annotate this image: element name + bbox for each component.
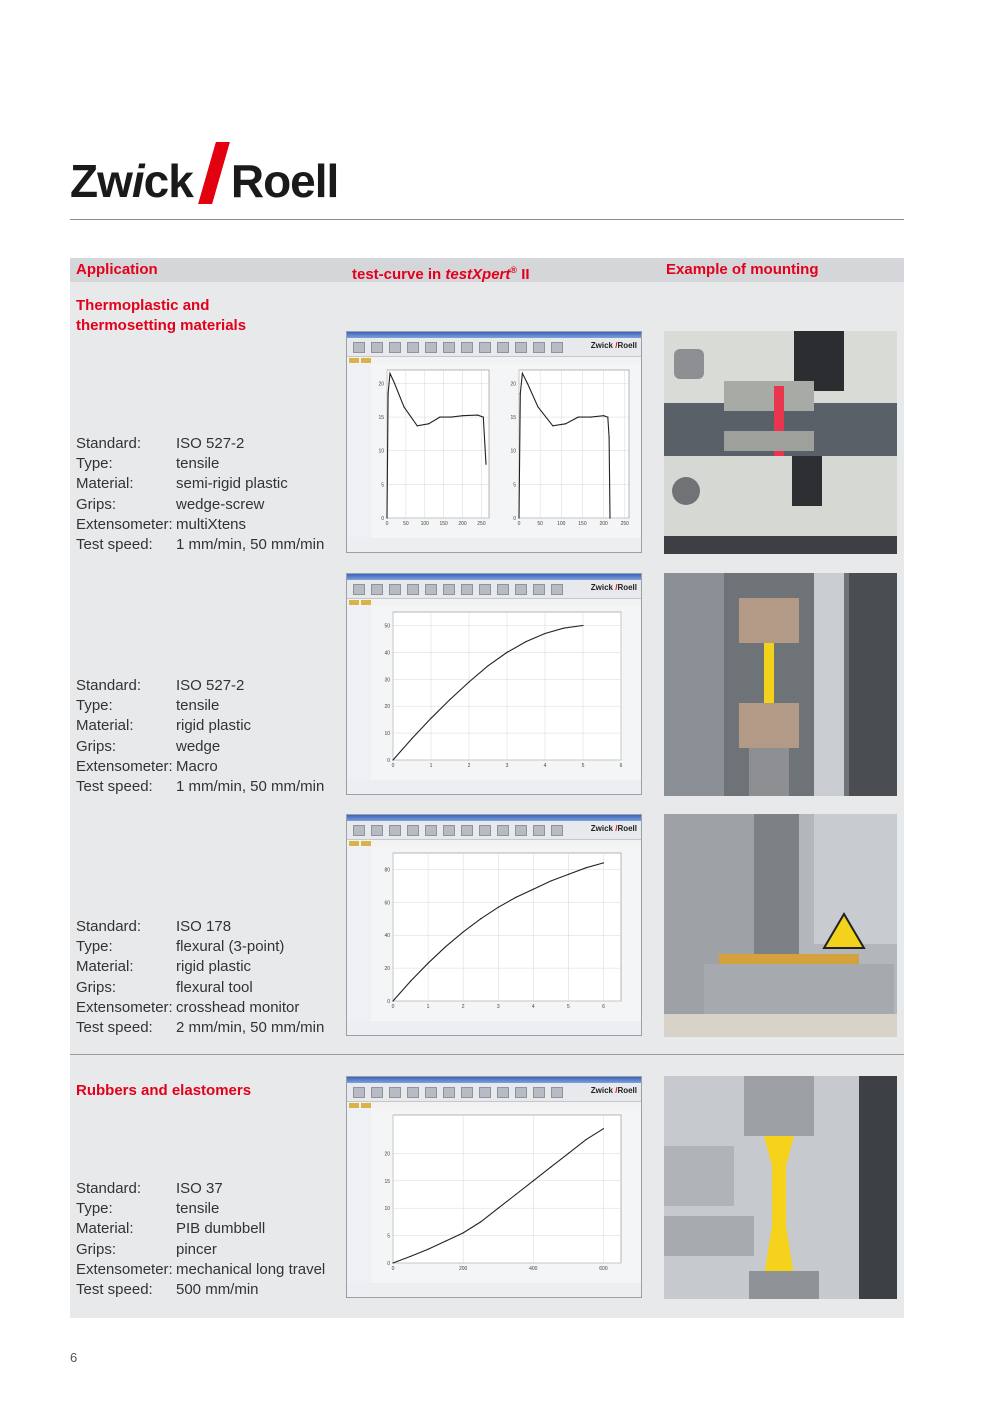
- toolbar-icon[interactable]: [497, 342, 509, 353]
- x-tick-label: 2: [461, 1004, 465, 1010]
- y-tick-label: 0: [387, 758, 390, 764]
- window-statusbar: [347, 1020, 641, 1035]
- toolbar-icon[interactable]: [353, 342, 365, 353]
- data-point: [609, 517, 610, 518]
- spec-row: Type: tensile: [76, 455, 220, 473]
- x-tick-label: 250: [477, 521, 486, 527]
- toolbar-icon[interactable]: [371, 342, 383, 353]
- mounting-photo-1: [664, 331, 897, 554]
- x-tick-label: 3: [505, 763, 509, 769]
- spec-row: Extensometer: Macro: [76, 757, 218, 775]
- window-statusbar: [347, 537, 641, 552]
- test-curve-screenshot-4: [346, 1076, 642, 1298]
- window-toolbar: [347, 1083, 641, 1102]
- mounting-photo-3: [664, 814, 897, 1037]
- toolbar-icon[interactable]: [389, 825, 401, 836]
- spec-block-3: [76, 917, 324, 1038]
- plot-frame: [387, 370, 489, 518]
- y-tick-label: 20: [384, 1151, 390, 1158]
- toolbar-icon[interactable]: [425, 825, 437, 836]
- toolbar-icon[interactable]: [479, 825, 491, 836]
- y-tick-label: 40: [384, 933, 390, 940]
- toolbar-icon[interactable]: [515, 342, 527, 353]
- data-point: [537, 406, 538, 407]
- spec-row: Material: rigid plastic: [76, 958, 252, 976]
- data-point: [394, 383, 395, 384]
- toolbar-icon[interactable]: [371, 825, 383, 836]
- x-tick-label: 0: [391, 763, 395, 769]
- data-point: [603, 415, 604, 416]
- x-tick-label: 0: [391, 1004, 395, 1010]
- side-panel: [347, 847, 371, 1021]
- data-point: [515, 1194, 516, 1195]
- window-toolbar: [347, 580, 641, 599]
- toolbar-icon[interactable]: [407, 342, 419, 353]
- toolbar-icon[interactable]: [353, 584, 365, 595]
- toolbar-icon[interactable]: [461, 825, 473, 836]
- toolbar-icon[interactable]: [461, 1087, 473, 1098]
- window-statusbar: [347, 779, 641, 794]
- header-test-curve: test-curve in testXpert® II: [352, 265, 530, 283]
- spec-block-1: [76, 434, 324, 555]
- data-point: [552, 425, 553, 426]
- data-point: [533, 889, 534, 890]
- data-point: [411, 738, 412, 739]
- x-tick-label: 150: [439, 521, 448, 527]
- spec-row: Grips: wedge-screw: [76, 495, 265, 513]
- spec-block-2: [76, 676, 324, 797]
- data-point: [533, 1180, 534, 1181]
- y-tick-label: 5: [381, 482, 384, 489]
- data-point: [518, 517, 519, 518]
- data-point: [449, 699, 450, 700]
- toolbar-icon[interactable]: [443, 1087, 455, 1098]
- data-point: [451, 416, 452, 417]
- zwick-roell-logo: [70, 138, 338, 208]
- data-point: [525, 641, 526, 642]
- spec-row: Type: tensile: [76, 697, 220, 715]
- data-point: [445, 946, 446, 947]
- data-point: [568, 1153, 569, 1154]
- x-tick-label: 50: [403, 521, 409, 527]
- y-tick-label: 30: [384, 677, 390, 684]
- toolbar-icon[interactable]: [533, 584, 545, 595]
- spec-row: Material: rigid plastic: [76, 717, 252, 735]
- window-tab[interactable]: [361, 600, 371, 605]
- toolbar-icon[interactable]: [461, 342, 473, 353]
- toolbar-icon[interactable]: [551, 584, 563, 595]
- x-tick-label: 6: [619, 763, 623, 769]
- data-point: [578, 416, 579, 417]
- toolbar-icon[interactable]: [389, 1087, 401, 1098]
- data-point: [430, 718, 431, 719]
- spec-row: Extensometer: multiXtens: [76, 515, 247, 533]
- data-point: [389, 373, 390, 374]
- data-point: [386, 517, 387, 518]
- toolbar-icon[interactable]: [389, 342, 401, 353]
- toolbar-icon[interactable]: [425, 342, 437, 353]
- test-curve-screenshot-1: [346, 331, 642, 553]
- x-tick-label: 2: [467, 763, 471, 769]
- y-tick-label: 0: [387, 999, 390, 1005]
- data-point: [427, 1249, 428, 1250]
- data-point: [609, 437, 610, 438]
- x-tick-label: 100: [557, 521, 566, 527]
- test-curve-screenshot-3: [346, 814, 642, 1036]
- data-point: [563, 628, 564, 629]
- toolbar-icon[interactable]: [443, 342, 455, 353]
- toolbar-icon[interactable]: [515, 825, 527, 836]
- mounting-photo-2: [664, 573, 897, 796]
- chart-svg: [347, 1109, 641, 1283]
- data-point: [527, 383, 528, 384]
- toolbar-icon[interactable]: [497, 1087, 509, 1098]
- toolbar-icon[interactable]: [515, 1087, 527, 1098]
- toolbar-icon[interactable]: [551, 825, 563, 836]
- data-point: [498, 1208, 499, 1209]
- toolbar-icon[interactable]: [515, 584, 527, 595]
- toolbar-icon[interactable]: [407, 584, 419, 595]
- y-tick-label: 15: [384, 1178, 390, 1185]
- data-point: [428, 423, 429, 424]
- spec-row: Grips: pincer: [76, 1240, 217, 1258]
- data-point: [550, 1166, 551, 1167]
- data-point: [506, 652, 507, 653]
- data-point: [544, 633, 545, 634]
- x-tick-label: 600: [599, 1266, 608, 1272]
- spec-row: Type: flexural (3-point): [76, 938, 285, 956]
- data-point: [483, 416, 484, 417]
- data-point: [603, 862, 604, 863]
- x-tick-label: 100: [420, 521, 429, 527]
- window-tab[interactable]: [349, 841, 359, 846]
- toolbar-icon[interactable]: [353, 825, 365, 836]
- category-thermoplastic: Thermoplastic and thermosetting materials: [76, 297, 247, 334]
- x-tick-label: 0: [391, 1266, 395, 1272]
- data-point: [480, 1221, 481, 1222]
- spec-row: Material: semi-rigid plastic: [76, 475, 288, 493]
- page-number: 6: [70, 1350, 78, 1365]
- x-tick-label: 200: [458, 521, 467, 527]
- data-point: [439, 416, 440, 417]
- window-tab[interactable]: [361, 1103, 371, 1108]
- data-point: [485, 464, 486, 465]
- data-point: [585, 1139, 586, 1140]
- data-point: [498, 907, 499, 908]
- mounting-photo-4: [664, 1076, 897, 1299]
- y-tick-label: 20: [378, 381, 384, 388]
- side-panel: [347, 1109, 371, 1283]
- header-mounting: Example of mounting: [666, 261, 819, 278]
- y-tick-label: 80: [384, 867, 390, 874]
- logo-slash-icon: [198, 142, 230, 204]
- data-point: [477, 414, 478, 415]
- data-point: [417, 425, 418, 426]
- mini-logo: Zwick /Roell: [590, 341, 637, 350]
- x-tick-label: 0: [517, 521, 521, 527]
- y-tick-label: 10: [384, 1206, 390, 1213]
- x-tick-label: 4: [531, 1004, 535, 1010]
- data-point: [463, 1232, 464, 1233]
- toolbar-icon[interactable]: [479, 584, 491, 595]
- y-tick-label: 60: [384, 900, 390, 907]
- y-tick-label: 20: [510, 381, 516, 388]
- data-point: [403, 406, 404, 407]
- spec-row: Standard: ISO 527-2: [76, 677, 245, 694]
- mini-logo: Zwick /Roell: [590, 1086, 637, 1095]
- y-tick-label: 5: [387, 1233, 390, 1240]
- window-tab[interactable]: [361, 358, 371, 363]
- y-tick-label: 0: [513, 516, 516, 522]
- toolbar-icon[interactable]: [497, 584, 509, 595]
- plot-frame: [519, 370, 629, 518]
- y-tick-label: 10: [510, 448, 516, 455]
- x-tick-label: 150: [578, 521, 587, 527]
- chart-svg: [347, 847, 641, 1021]
- data-point: [582, 625, 583, 626]
- y-tick-label: 40: [384, 650, 390, 657]
- data-point: [520, 393, 521, 394]
- y-tick-label: 10: [384, 731, 390, 738]
- data-point: [585, 867, 586, 868]
- data-point: [463, 931, 464, 932]
- side-panel: [347, 606, 371, 780]
- data-point: [522, 373, 523, 374]
- data-point: [568, 874, 569, 875]
- spec-row: Extensometer: mechanical long travel: [76, 1260, 326, 1278]
- x-tick-label: 200: [599, 521, 608, 527]
- spec-row: Type: tensile: [76, 1200, 220, 1218]
- data-point: [388, 393, 389, 394]
- toolbar-icon[interactable]: [371, 584, 383, 595]
- data-point: [607, 416, 608, 417]
- x-tick-label: 1: [426, 1004, 430, 1010]
- toolbar-icon[interactable]: [443, 825, 455, 836]
- x-tick-label: 1: [429, 763, 433, 769]
- y-tick-label: 20: [384, 704, 390, 711]
- y-tick-label: 10: [378, 448, 384, 455]
- x-tick-label: 5: [566, 1004, 570, 1010]
- spec-row: Test speed: 2 mm/min, 50 mm/min: [76, 1018, 325, 1036]
- spec-block-4: [76, 1179, 325, 1300]
- x-tick-label: 250: [620, 521, 629, 527]
- x-tick-label: 50: [537, 521, 543, 527]
- test-curve-screenshot-2: [346, 573, 642, 795]
- toolbar-icon[interactable]: [551, 342, 563, 353]
- data-point: [565, 423, 566, 424]
- data-point: [410, 1256, 411, 1257]
- toolbar-icon[interactable]: [389, 584, 401, 595]
- data-point: [590, 416, 591, 417]
- spec-row: Grips: flexural tool: [76, 978, 253, 996]
- spec-row: Material: PIB dumbbell: [76, 1220, 266, 1238]
- toolbar-icon[interactable]: [479, 1087, 491, 1098]
- x-tick-label: 400: [529, 1266, 538, 1272]
- toolbar-icon[interactable]: [533, 825, 545, 836]
- chart-svg: [347, 364, 641, 538]
- spec-row: Test speed: 1 mm/min, 50 mm/min: [76, 535, 325, 553]
- chart-svg: [347, 606, 641, 780]
- data-point: [392, 1262, 393, 1263]
- mini-logo: Zwick /Roell: [590, 583, 637, 592]
- window-statusbar: [347, 1282, 641, 1297]
- x-tick-label: 5: [581, 763, 585, 769]
- x-tick-label: 6: [602, 1004, 605, 1010]
- data-point: [515, 897, 516, 898]
- y-tick-label: 0: [387, 1261, 390, 1267]
- toolbar-icon[interactable]: [407, 1087, 419, 1098]
- header-rule: [70, 219, 904, 220]
- spec-row: Standard: ISO 37: [76, 1180, 223, 1197]
- window-toolbar: [347, 338, 641, 357]
- toolbar-icon[interactable]: [443, 584, 455, 595]
- toolbar-icon[interactable]: [533, 342, 545, 353]
- toolbar-icon[interactable]: [353, 1087, 365, 1098]
- plot-frame: [393, 1115, 621, 1263]
- toolbar-icon[interactable]: [425, 584, 437, 595]
- data-point: [392, 759, 393, 760]
- x-tick-label: 3: [496, 1004, 500, 1010]
- header-application: Application: [76, 261, 158, 278]
- spec-row: Grips: wedge: [76, 737, 221, 755]
- window-tab[interactable]: [349, 600, 359, 605]
- data-point: [392, 1000, 393, 1001]
- x-tick-label: 0: [385, 521, 389, 527]
- section-divider: [70, 1054, 904, 1055]
- toolbar-icon[interactable]: [551, 1087, 563, 1098]
- y-tick-label: 20: [384, 966, 390, 973]
- data-point: [603, 1128, 604, 1129]
- spec-row: Test speed: 1 mm/min, 50 mm/min: [76, 777, 325, 795]
- data-point: [445, 1240, 446, 1241]
- logo-text-roell: Roell: [230, 155, 339, 207]
- y-tick-label: 50: [384, 623, 390, 630]
- data-point: [468, 681, 469, 682]
- data-point: [410, 981, 411, 982]
- side-panel: [347, 364, 371, 538]
- category-rubber: Rubbers and elastomers: [76, 1082, 252, 1099]
- y-tick-label: 15: [378, 415, 384, 422]
- plot-frame: [393, 853, 621, 1001]
- spec-row: Extensometer: crosshead monitor: [76, 998, 300, 1016]
- spec-row: Standard: ISO 178: [76, 918, 232, 935]
- data-point: [487, 665, 488, 666]
- toolbar-icon[interactable]: [425, 1087, 437, 1098]
- x-tick-label: 4: [543, 763, 547, 769]
- mini-logo: Zwick /Roell: [590, 824, 637, 833]
- y-tick-label: 5: [513, 482, 516, 489]
- toolbar-icon[interactable]: [407, 825, 419, 836]
- data-point: [480, 918, 481, 919]
- toolbar-icon[interactable]: [371, 1087, 383, 1098]
- toolbar-icon[interactable]: [479, 342, 491, 353]
- window-toolbar: [347, 821, 641, 840]
- window-tab[interactable]: [349, 358, 359, 363]
- window-tab[interactable]: [361, 841, 371, 846]
- spec-row: Test speed: 500 mm/min: [76, 1280, 259, 1298]
- toolbar-icon[interactable]: [533, 1087, 545, 1098]
- data-point: [462, 415, 463, 416]
- window-tab[interactable]: [349, 1103, 359, 1108]
- y-tick-label: 0: [381, 516, 384, 522]
- logo-text-zwick: Zwick: [70, 155, 193, 207]
- toolbar-icon[interactable]: [461, 584, 473, 595]
- x-tick-label: 200: [458, 1266, 468, 1272]
- data-point: [427, 963, 428, 964]
- y-tick-label: 15: [510, 415, 516, 422]
- data-point: [550, 880, 551, 881]
- toolbar-icon[interactable]: [497, 825, 509, 836]
- spec-row: Standard: ISO 527-2: [76, 435, 245, 452]
